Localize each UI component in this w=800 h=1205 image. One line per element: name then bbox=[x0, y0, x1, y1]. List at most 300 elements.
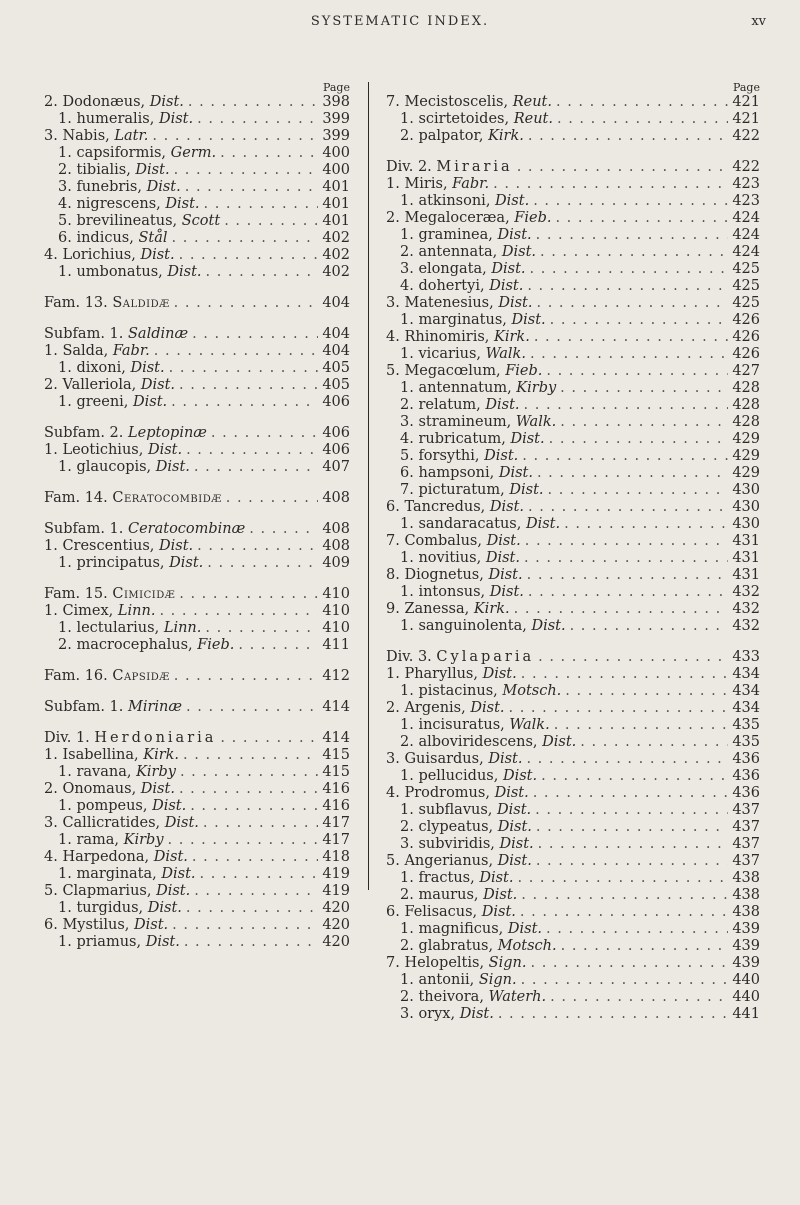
entry-text: 1. vicarius, bbox=[400, 346, 486, 362]
dot-leader bbox=[172, 917, 318, 934]
entry-author: Dist. bbox=[164, 815, 199, 831]
entry-text: 1. fractus, bbox=[400, 870, 480, 886]
entry-author: Kirby bbox=[136, 764, 176, 780]
entry-author: Dist. bbox=[494, 785, 529, 801]
dot-leader bbox=[554, 717, 729, 734]
index-entry bbox=[386, 111, 760, 128]
entry-text: 1. marginata, bbox=[58, 866, 162, 882]
left-column bbox=[44, 82, 350, 951]
division-name: Cylaparia bbox=[436, 649, 535, 665]
entry-text: 1. greeni, bbox=[58, 394, 134, 410]
entry-author: Fieb. bbox=[514, 210, 552, 226]
dot-leader bbox=[536, 295, 728, 312]
entry-page: 436 bbox=[732, 751, 760, 767]
entry-text: 6. Felisacus, bbox=[386, 904, 482, 920]
entry-page: 434 bbox=[732, 666, 760, 682]
entry-name bbox=[400, 717, 550, 734]
entry-text: 1. graminea, bbox=[400, 227, 498, 243]
entry-name bbox=[44, 128, 148, 145]
entry-page: 425 bbox=[732, 295, 760, 311]
entry-author: Dist. bbox=[497, 802, 532, 818]
dot-leader bbox=[517, 870, 728, 887]
entry-page: 430 bbox=[732, 482, 760, 498]
entry-page: 434 bbox=[732, 700, 760, 716]
dot-leader bbox=[226, 490, 319, 507]
entry-page: 401 bbox=[322, 196, 350, 212]
entry-name bbox=[44, 668, 170, 685]
entry-page: 415 bbox=[322, 747, 350, 763]
entry-page: 428 bbox=[732, 414, 760, 430]
entry-page: 431 bbox=[732, 567, 760, 583]
index-entry bbox=[44, 730, 350, 747]
entry-author: Dist. bbox=[502, 768, 538, 784]
entry-name bbox=[44, 295, 170, 312]
entry-author: Dist. bbox=[488, 751, 523, 767]
entry-author: Germ. bbox=[170, 145, 217, 161]
entry-text: 1. humeralis, bbox=[58, 111, 159, 127]
entry-author: Dist. bbox=[169, 555, 204, 571]
entry-name bbox=[400, 584, 524, 601]
dot-leader bbox=[565, 683, 728, 700]
entry-name bbox=[58, 230, 168, 247]
right-column bbox=[386, 82, 760, 1023]
index-entry bbox=[386, 210, 760, 227]
index-entry bbox=[44, 111, 350, 128]
entry-text: 1. lectularius, bbox=[58, 620, 164, 636]
entry-text: 2. alboviridescens, bbox=[400, 734, 543, 750]
dot-leader bbox=[538, 836, 729, 853]
entry-text: 3. oryx, bbox=[400, 1006, 460, 1022]
entry-author: Dist. bbox=[497, 853, 532, 869]
page-column-label: Page bbox=[322, 81, 350, 94]
running-head: SYSTEMATIC INDEX. bbox=[310, 14, 490, 29]
dot-leader bbox=[535, 802, 728, 819]
subfamily-name: Ceratocombinæ bbox=[127, 521, 246, 537]
entry-page: 400 bbox=[322, 162, 350, 178]
entry-text: 1. sanguinolenta, bbox=[400, 618, 532, 634]
column-divider bbox=[368, 82, 369, 890]
dot-leader bbox=[541, 768, 728, 785]
entry-name bbox=[44, 425, 207, 442]
dot-leader bbox=[536, 227, 729, 244]
dot-leader bbox=[183, 747, 318, 764]
dot-leader bbox=[533, 193, 728, 210]
entry-name bbox=[386, 567, 523, 584]
dot-leader bbox=[192, 849, 318, 866]
entry-name bbox=[386, 329, 530, 346]
entry-text: 5. brevilineatus, bbox=[58, 213, 182, 229]
index-entry bbox=[386, 431, 760, 448]
dot-leader bbox=[556, 94, 728, 111]
index-entry bbox=[386, 159, 760, 176]
entry-page: 419 bbox=[322, 883, 350, 899]
dot-leader bbox=[521, 972, 729, 989]
dot-leader bbox=[211, 425, 318, 442]
index-entry bbox=[44, 521, 350, 538]
dot-leader bbox=[560, 380, 728, 397]
entry-page: 404 bbox=[322, 295, 350, 311]
entry-text: 2. Argenis, bbox=[386, 700, 471, 716]
index-entry bbox=[386, 533, 760, 550]
index-entry bbox=[386, 785, 760, 802]
entry-text: 1. subflavus, bbox=[400, 802, 498, 818]
entry-page: 424 bbox=[732, 227, 760, 243]
dot-leader bbox=[538, 649, 728, 666]
entry-author: Dist. bbox=[481, 904, 516, 920]
entry-name bbox=[400, 921, 542, 938]
entry-text: 2. palpator, bbox=[400, 128, 489, 144]
entry-text: 1. sandaracatus, bbox=[400, 516, 526, 532]
entry-text: 2. theivora, bbox=[400, 989, 489, 1005]
dot-leader bbox=[186, 699, 318, 716]
entry-text: 1. rama, bbox=[58, 832, 124, 848]
entry-author: Kirby bbox=[516, 380, 557, 396]
index-entry bbox=[44, 247, 350, 264]
index-entry bbox=[44, 343, 350, 360]
entry-text: 1. dixoni, bbox=[58, 360, 131, 376]
entry-text: 4. rubricatum, bbox=[400, 431, 511, 447]
entry-page: 435 bbox=[732, 734, 760, 750]
entry-text: 1. pistacinus, bbox=[400, 683, 503, 699]
entry-text: Div. 1. bbox=[44, 730, 95, 746]
dot-leader bbox=[197, 538, 318, 555]
entry-name bbox=[386, 295, 532, 312]
index-entry bbox=[386, 499, 760, 516]
left-index-list bbox=[44, 94, 350, 951]
family-name: Ceratocombidæ bbox=[112, 490, 222, 506]
index-entry bbox=[386, 482, 760, 499]
entry-name bbox=[44, 247, 175, 264]
entry-page: 439 bbox=[732, 921, 760, 937]
index-entry bbox=[44, 603, 350, 620]
dot-leader bbox=[154, 343, 319, 360]
index-entry bbox=[44, 849, 350, 866]
dot-leader bbox=[548, 482, 729, 499]
index-entry bbox=[386, 176, 760, 193]
index-entry bbox=[44, 815, 350, 832]
index-entry bbox=[44, 781, 350, 798]
entry-page: 440 bbox=[732, 989, 760, 1005]
entry-page: 429 bbox=[732, 465, 760, 481]
entry-page: 422 bbox=[732, 159, 760, 175]
entry-name bbox=[44, 747, 179, 764]
entry-page: 407 bbox=[322, 459, 350, 475]
index-entry bbox=[386, 244, 760, 261]
entry-name bbox=[400, 734, 576, 751]
entry-text: 1. Salda, bbox=[44, 343, 113, 359]
index-entry bbox=[386, 870, 760, 887]
index-entry bbox=[386, 193, 760, 210]
dot-leader bbox=[524, 550, 728, 567]
entry-text: 2. antennata, bbox=[400, 244, 502, 260]
entry-page: 431 bbox=[732, 550, 760, 566]
entry-name bbox=[386, 904, 516, 921]
index-entry bbox=[44, 264, 350, 281]
dot-leader bbox=[180, 764, 318, 781]
entry-page: 402 bbox=[322, 247, 350, 263]
index-entry bbox=[44, 94, 350, 111]
entry-text: 3. Callicratides, bbox=[44, 815, 165, 831]
entry-author: Dist. bbox=[511, 312, 546, 328]
entry-page: 408 bbox=[322, 521, 350, 537]
entry-author: Dist. bbox=[497, 819, 532, 835]
entry-name bbox=[386, 499, 524, 516]
entry-name bbox=[400, 312, 546, 329]
dot-leader bbox=[179, 586, 318, 603]
index-entry bbox=[44, 490, 350, 507]
entry-name bbox=[400, 768, 537, 785]
entry-name bbox=[386, 601, 510, 618]
index-entry bbox=[44, 394, 350, 411]
entry-name bbox=[44, 343, 150, 360]
entry-author: Fabr. bbox=[452, 176, 490, 192]
entry-name bbox=[400, 261, 526, 278]
entry-text: 1. antonii, bbox=[400, 972, 479, 988]
entry-text: 1. priamus, bbox=[58, 934, 146, 950]
entry-text: 1. Miris, bbox=[386, 176, 453, 192]
entry-text: 1. pompeus, bbox=[58, 798, 153, 814]
dot-leader bbox=[546, 921, 728, 938]
entry-page: 402 bbox=[322, 230, 350, 246]
dot-leader bbox=[540, 244, 728, 261]
dot-leader bbox=[192, 326, 318, 343]
entry-author: Dist. bbox=[507, 921, 543, 937]
dot-leader bbox=[220, 145, 318, 162]
entry-page: 422 bbox=[732, 128, 760, 144]
dot-leader bbox=[524, 397, 729, 414]
subfamily-name: Leptopinæ bbox=[127, 425, 207, 441]
entry-author: Dist. bbox=[510, 431, 545, 447]
entry-author: Dist. bbox=[525, 516, 561, 532]
dot-leader bbox=[498, 1006, 728, 1023]
entry-author: Reut. bbox=[513, 111, 553, 127]
entry-text: 2. maurus, bbox=[400, 887, 484, 903]
index-entry bbox=[44, 360, 350, 377]
entry-name bbox=[44, 917, 168, 934]
entry-name bbox=[58, 179, 181, 196]
entry-page: 434 bbox=[732, 683, 760, 699]
entry-name bbox=[58, 555, 203, 572]
dot-leader bbox=[174, 295, 319, 312]
entry-name bbox=[44, 781, 175, 798]
index-entry bbox=[386, 938, 760, 955]
subfamily-name: Mirinæ bbox=[127, 699, 183, 715]
index-entry bbox=[386, 1006, 760, 1023]
entry-name bbox=[44, 603, 155, 620]
entry-name bbox=[44, 883, 190, 900]
entry-text: 1. turgidus, bbox=[58, 900, 148, 916]
entry-name bbox=[386, 751, 522, 768]
entry-page: 428 bbox=[732, 380, 760, 396]
entry-page: 420 bbox=[322, 934, 350, 950]
entry-text: 3. funebris, bbox=[58, 179, 147, 195]
entry-name bbox=[400, 887, 517, 904]
entry-text: 7. Combalus, bbox=[386, 533, 487, 549]
entry-page: 437 bbox=[732, 836, 760, 852]
entry-author: Kirby bbox=[123, 832, 164, 848]
dot-leader bbox=[546, 363, 728, 380]
index-entry bbox=[44, 747, 350, 764]
entry-author: Dist. bbox=[486, 533, 521, 549]
index-entry bbox=[386, 295, 760, 312]
dot-leader bbox=[171, 394, 318, 411]
entry-page: 416 bbox=[322, 781, 350, 797]
index-entry bbox=[44, 832, 350, 849]
entry-page: 431 bbox=[732, 533, 760, 549]
entry-page: 400 bbox=[322, 145, 350, 161]
entry-page: 438 bbox=[732, 904, 760, 920]
entry-page: 406 bbox=[322, 425, 350, 441]
entry-text: Subfam. 1. bbox=[44, 326, 128, 342]
dot-leader bbox=[521, 887, 728, 904]
entry-name bbox=[58, 394, 167, 411]
entry-page: 429 bbox=[732, 431, 760, 447]
dot-leader bbox=[238, 637, 318, 654]
entry-author: Latr. bbox=[114, 128, 149, 144]
dot-leader bbox=[550, 312, 729, 329]
entry-text: 1. ravana, bbox=[58, 764, 137, 780]
entry-name bbox=[44, 849, 188, 866]
entry-page: 399 bbox=[322, 128, 350, 144]
entry-text: Fam. 15. bbox=[44, 586, 113, 602]
entry-name bbox=[400, 989, 546, 1006]
entry-page: 402 bbox=[322, 264, 350, 280]
dot-leader bbox=[205, 620, 318, 637]
entry-author: Dist. bbox=[167, 264, 202, 280]
index-entry bbox=[44, 586, 350, 603]
page-number: xv bbox=[751, 14, 766, 29]
entry-author: Sign. bbox=[478, 972, 517, 988]
entry-author: Fabr. bbox=[112, 343, 150, 359]
dot-leader bbox=[527, 567, 729, 584]
entry-name bbox=[386, 853, 532, 870]
entry-name bbox=[58, 196, 200, 213]
dot-leader bbox=[533, 785, 729, 802]
entry-author: Dist. bbox=[479, 870, 514, 886]
index-entry bbox=[386, 921, 760, 938]
entry-text: 2. clypeatus, bbox=[400, 819, 498, 835]
entry-page: 417 bbox=[322, 832, 350, 848]
entry-text: 1. capsiformis, bbox=[58, 145, 171, 161]
entry-author: Fieb. bbox=[197, 637, 235, 653]
entry-author: Scott bbox=[181, 213, 221, 229]
entry-page: 404 bbox=[322, 343, 350, 359]
entry-author: Sign. bbox=[488, 955, 527, 971]
entry-author: Linn. bbox=[117, 603, 156, 619]
index-entry bbox=[44, 442, 350, 459]
entry-text: Subfam. 1. bbox=[44, 521, 128, 537]
entry-text: Subfam. 2. bbox=[44, 425, 128, 441]
index-entry bbox=[44, 798, 350, 815]
entry-page: 438 bbox=[732, 870, 760, 886]
entry-page: 432 bbox=[732, 584, 760, 600]
index-entry bbox=[386, 836, 760, 853]
entry-name bbox=[44, 490, 222, 507]
dot-leader bbox=[185, 179, 319, 196]
entry-page: 417 bbox=[322, 815, 350, 831]
entry-name bbox=[44, 586, 175, 603]
dot-leader bbox=[561, 938, 729, 955]
entry-name bbox=[58, 832, 164, 849]
entry-name bbox=[400, 431, 545, 448]
entry-author: Stål bbox=[138, 230, 168, 246]
dot-leader bbox=[564, 516, 728, 533]
entry-author: Dist. bbox=[497, 227, 532, 243]
dot-leader bbox=[179, 781, 318, 798]
dot-leader bbox=[549, 431, 729, 448]
entry-page: 437 bbox=[732, 802, 760, 818]
entry-page: 406 bbox=[322, 394, 350, 410]
dot-leader bbox=[174, 162, 319, 179]
index-entry bbox=[386, 887, 760, 904]
family-name: Saldidæ bbox=[112, 295, 170, 311]
entry-text: Div. 3. bbox=[386, 649, 437, 665]
dot-leader bbox=[206, 264, 319, 281]
index-entry bbox=[44, 934, 350, 951]
index-entry bbox=[44, 866, 350, 883]
entry-page: 432 bbox=[732, 618, 760, 634]
dot-leader bbox=[179, 247, 319, 264]
entry-author: Kirk. bbox=[494, 329, 530, 345]
entry-text: 4. nigrescens, bbox=[58, 196, 166, 212]
entry-page: 426 bbox=[732, 312, 760, 328]
entry-author: Dist. bbox=[161, 866, 196, 882]
entry-text: 6. indicus, bbox=[58, 230, 139, 246]
entry-author: Dist. bbox=[147, 900, 182, 916]
entry-text: 2. glabratus, bbox=[400, 938, 498, 954]
entry-name bbox=[400, 346, 526, 363]
entry-text: Div. 2. bbox=[386, 159, 437, 175]
entry-name bbox=[400, 870, 513, 887]
entry-name bbox=[386, 363, 542, 380]
dot-leader bbox=[517, 159, 729, 176]
index-entry bbox=[44, 377, 350, 394]
entry-page: 440 bbox=[732, 972, 760, 988]
entry-name bbox=[44, 538, 193, 555]
entry-text: 7. Mecistoscelis, bbox=[386, 94, 513, 110]
entry-author: Dist. bbox=[135, 162, 170, 178]
entry-page: 424 bbox=[732, 244, 760, 260]
entry-author: Dist. bbox=[485, 397, 520, 413]
entry-page: 441 bbox=[732, 1006, 760, 1022]
entry-text: 2. Megaloceræa, bbox=[386, 210, 515, 226]
index-entry bbox=[386, 448, 760, 465]
entry-page: 423 bbox=[732, 176, 760, 192]
entry-name bbox=[400, 550, 520, 567]
entry-page: 401 bbox=[322, 213, 350, 229]
dot-leader bbox=[530, 346, 728, 363]
entry-page: 419 bbox=[322, 866, 350, 882]
entry-author: Walk. bbox=[509, 717, 550, 733]
entry-author: Dist. bbox=[130, 360, 165, 376]
entry-page: 437 bbox=[732, 819, 760, 835]
index-entry bbox=[386, 700, 760, 717]
entry-name bbox=[400, 448, 518, 465]
dot-leader bbox=[528, 499, 728, 516]
entry-name bbox=[44, 326, 188, 343]
entry-author: Reut. bbox=[512, 94, 552, 110]
dot-leader bbox=[530, 955, 728, 972]
index-entry bbox=[386, 751, 760, 768]
entry-page: 415 bbox=[322, 764, 350, 780]
dot-leader bbox=[493, 176, 728, 193]
index-entry bbox=[44, 620, 350, 637]
entry-text: 5. Clapmarius, bbox=[44, 883, 157, 899]
entry-author: Kirk. bbox=[143, 747, 180, 763]
entry-name bbox=[400, 938, 557, 955]
entry-name bbox=[44, 94, 184, 111]
subfamily-name: Saldinæ bbox=[127, 326, 189, 342]
